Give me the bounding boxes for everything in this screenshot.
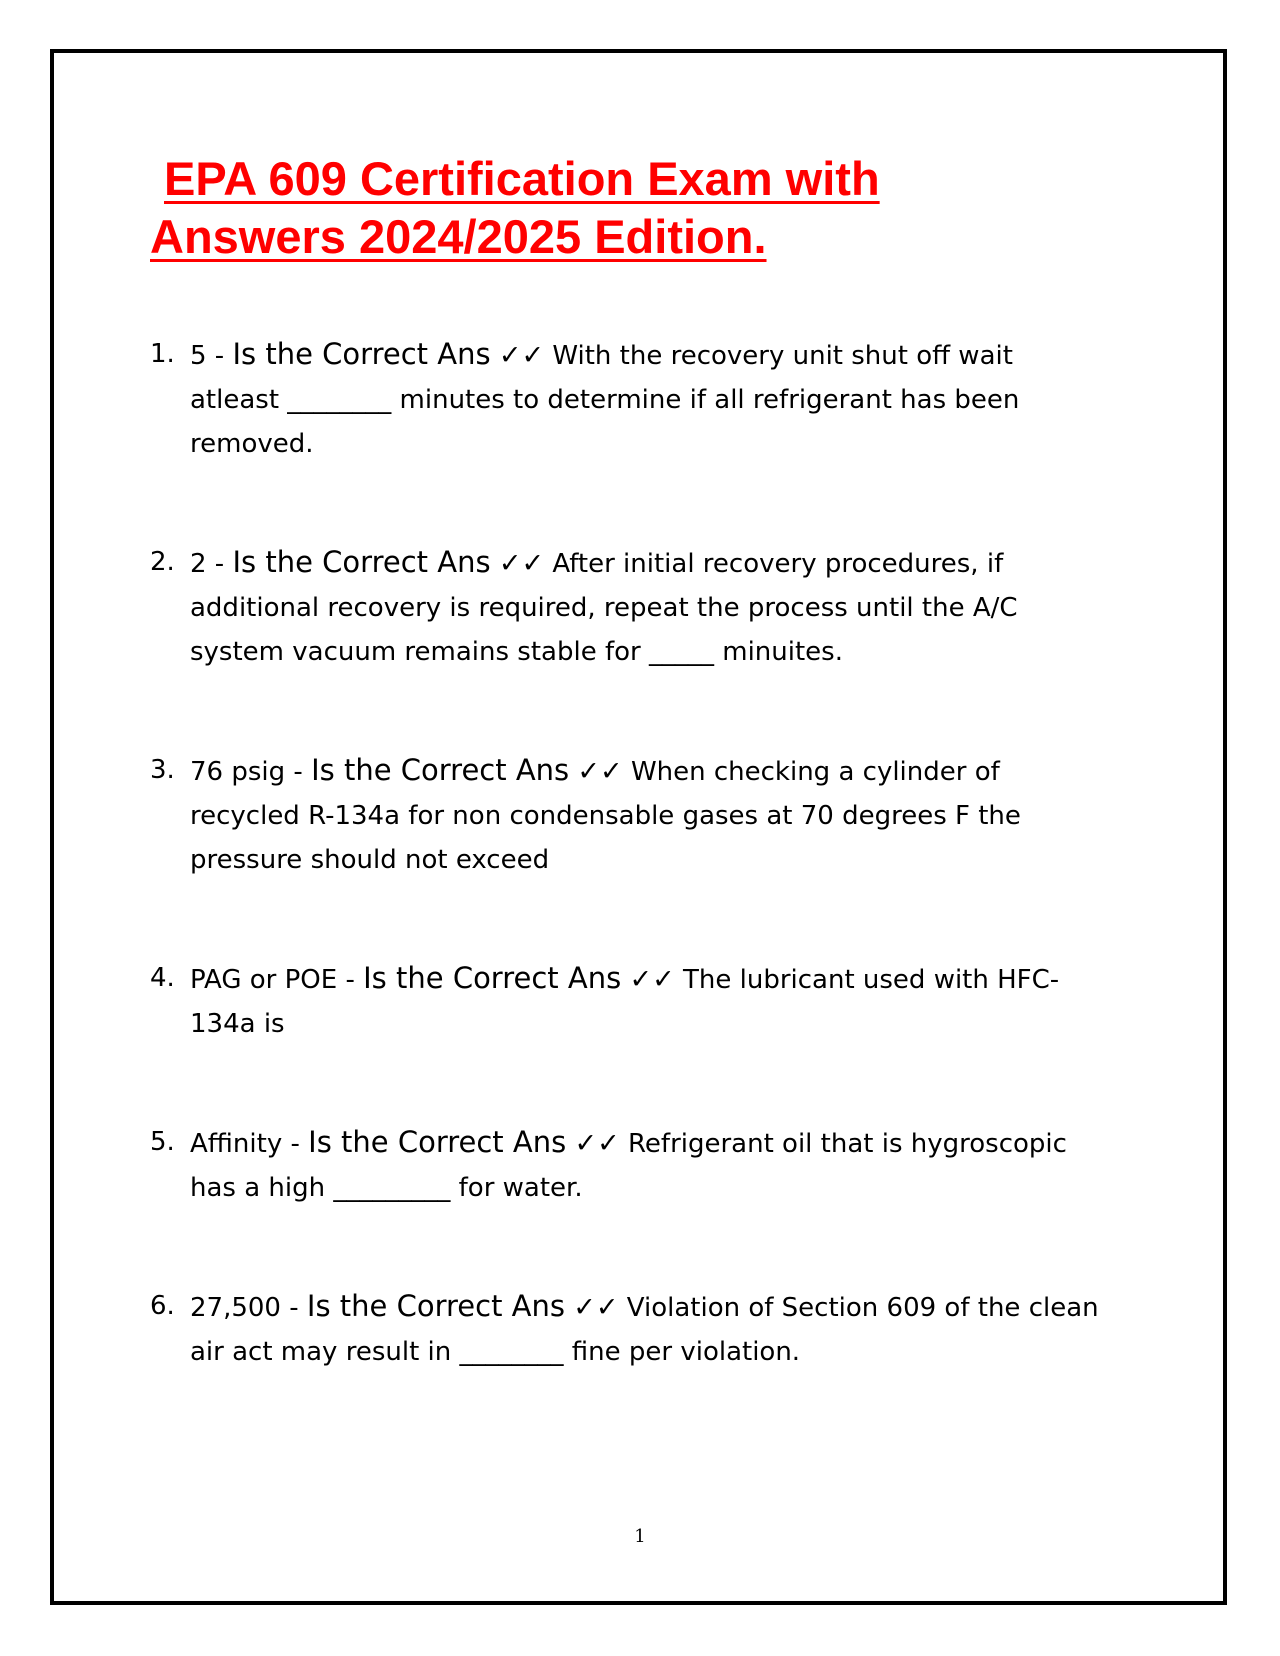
- answer-text: PAG or POE: [190, 965, 338, 995]
- question-number: 5.: [150, 1127, 175, 1157]
- question-number: 1.: [150, 339, 175, 369]
- answer-separator: -: [206, 341, 233, 371]
- answer-separator: -: [337, 965, 364, 995]
- answer-text: 27,500: [190, 1293, 281, 1323]
- double-check-icon: ✓✓: [629, 964, 675, 995]
- question-item: [150, 332, 1110, 466]
- answer-label: Is the Correct Ans: [306, 1289, 565, 1323]
- question-number: 6.: [150, 1291, 175, 1321]
- question-item: [150, 956, 1110, 1046]
- double-check-icon: ✓✓: [574, 1128, 620, 1159]
- answer-label: Is the Correct Ans: [232, 337, 491, 371]
- double-check-icon: ✓✓: [577, 756, 623, 787]
- title-line-1: EPA 609 Certification Exam with: [164, 152, 880, 205]
- question-number: 2.: [150, 547, 175, 577]
- question-text: The lubricant used with HFC-134a is: [190, 965, 1060, 1039]
- answer-separator: -: [282, 1129, 309, 1159]
- question-item: [150, 540, 1110, 674]
- question-text: Refrigerant oil that is hygroscopic has a high _________ for water.: [190, 1129, 1067, 1203]
- answer-label: Is the Correct Ans: [308, 1125, 567, 1159]
- question-text: After initial recovery procedures, if additional recovery is required, repeat the process until the A/C system vacuum remains stable for _____ minuites.: [190, 549, 1018, 667]
- question-text: With the recovery unit shut off wait atleast ________ minutes to determine if all refrigerant has been removed.: [190, 341, 1020, 459]
- document-title: [150, 150, 1150, 266]
- question-item: [150, 1284, 1110, 1374]
- answer-label: Is the Correct Ans: [311, 753, 570, 787]
- answer-text: 5: [190, 341, 207, 371]
- answer-label: Is the Correct Ans: [232, 545, 491, 579]
- question-number: 3.: [150, 755, 175, 785]
- question-number: 4.: [150, 963, 175, 993]
- answer-separator: -: [206, 549, 233, 579]
- answer-text: 2: [190, 549, 207, 579]
- question-text: Violation of Section 609 of the clean air act may result in ________ fine per violation.: [190, 1293, 1099, 1367]
- title-line-2: Answers 2024/2025 Edition.: [150, 210, 767, 263]
- double-check-icon: ✓✓: [573, 1292, 619, 1323]
- double-check-icon: ✓✓: [498, 548, 545, 579]
- answer-label: Is the Correct Ans: [363, 961, 622, 995]
- page-number: 1: [634, 1526, 646, 1547]
- question-item: [150, 1120, 1110, 1210]
- answer-separator: -: [280, 1293, 307, 1323]
- question-text: When checking a cylinder of recycled R-134a for non condensable gases at 70 degrees F the pressure should not exceed: [190, 757, 1021, 875]
- answer-text: Affinity: [190, 1129, 283, 1159]
- answer-separator: -: [285, 757, 312, 787]
- answer-text: 76 psig: [190, 757, 286, 787]
- question-list: [150, 332, 1110, 1374]
- question-item: [150, 748, 1110, 882]
- double-check-icon: ✓✓: [498, 340, 545, 371]
